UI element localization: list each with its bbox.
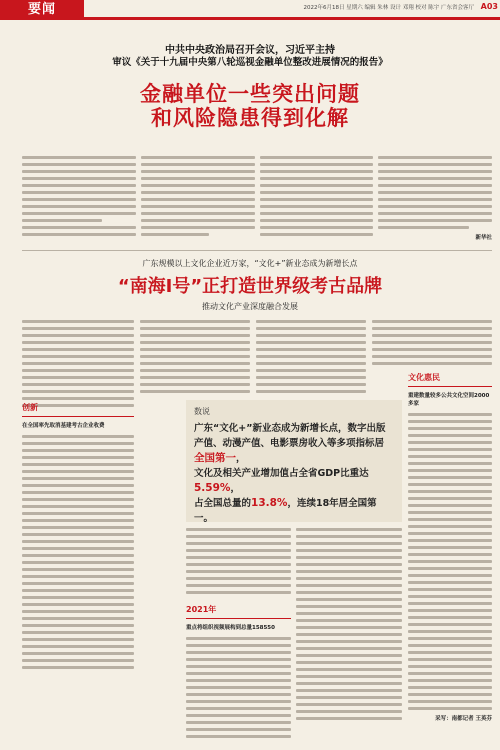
section-2021-sub: 重点将组织视频展构到总量158550 — [186, 625, 275, 631]
second-kicker-bottom: 推动文化产业深度融合发展 — [202, 302, 298, 311]
data-line-4: 占全国总量的 — [194, 498, 252, 509]
data-callout-head: 数说 — [194, 407, 210, 416]
data-line-3: 文化及相关产业增加值占全省GDP比重达 — [194, 468, 369, 479]
col-lower-middle-right — [296, 528, 402, 724]
lead-title-2: 和风险隐患得到化解 — [151, 106, 349, 130]
header-info: 2022年6月18日 星期六 编辑 朱林 设计 邓翔 校对 陈宇 广东省会客厅 — [303, 5, 474, 11]
lead-column-1 — [22, 156, 136, 244]
lead-column-2 — [141, 156, 255, 244]
col-middle-a — [140, 320, 250, 397]
data-national-share: 13.8% — [251, 497, 288, 509]
page-code: A03 — [480, 2, 498, 11]
page-header-bar — [0, 0, 500, 20]
data-line-4-tail: ，连续18年居全国第一。 — [194, 498, 377, 524]
lead-column-3 — [260, 156, 374, 244]
data-line-2: 动漫产值、电影票房收入等多项指标居 — [222, 438, 385, 449]
lead-byline: 新华社 — [475, 235, 492, 241]
section-culture-sub: 重建数量较多公共文化空间2000多家 — [408, 393, 490, 407]
lead-kicker-1: 中共中央政治局召开会议，习近平主持 — [165, 45, 335, 56]
second-story-author: 采写：南都记者 王英芬 — [435, 716, 492, 722]
section-2021-title: 2021年 — [186, 605, 217, 614]
section-innovation-title: 创新 — [22, 403, 38, 412]
col-lower-middle-left — [186, 528, 291, 742]
lead-column-4 — [378, 156, 492, 244]
lead-body-columns — [22, 156, 492, 244]
section-tag: 要闻 — [0, 0, 84, 20]
data-rank-first: 全国第一 — [194, 452, 236, 464]
second-kicker-top: 广东规模以上文化企业近万家，“文化+”新业态成为新增长点 — [142, 259, 358, 268]
section-innovation — [22, 402, 134, 673]
section-innovation-sub: 在全国率先取消基建考古企业收费 — [22, 423, 105, 429]
story-divider — [22, 250, 492, 251]
header-rule — [84, 17, 500, 20]
data-line-1: 广东“文化+”新业态成为新增长点，数字出版产值、 — [194, 423, 386, 449]
section-culture-title: 文化惠民 — [408, 373, 440, 382]
col-middle-c — [372, 320, 492, 369]
second-title: “南海I号”正打造世界级考古品牌 — [117, 276, 383, 297]
data-callout-body: 广东“文化+”新业态成为新增长点，数字出版产值、动漫产值、电影票房收入等多项指标居全国第一， 文化及相关产业增加值占全省GDP比重达5.59%， 占全国总量的13.8%，连续18年居全国第一。 — [194, 423, 386, 524]
data-gdp-share: 5.59% — [194, 482, 231, 494]
lead-title-1: 金融单位一些突出问题 — [140, 82, 360, 106]
data-callout-box — [186, 400, 402, 522]
col-middle-b — [256, 320, 366, 397]
section-culture — [408, 372, 492, 722]
col-left-top — [22, 320, 134, 411]
lead-kicker-2: 审议《关于十九届中央第八轮巡视金融单位整改进展情况的报告》 — [112, 57, 388, 68]
